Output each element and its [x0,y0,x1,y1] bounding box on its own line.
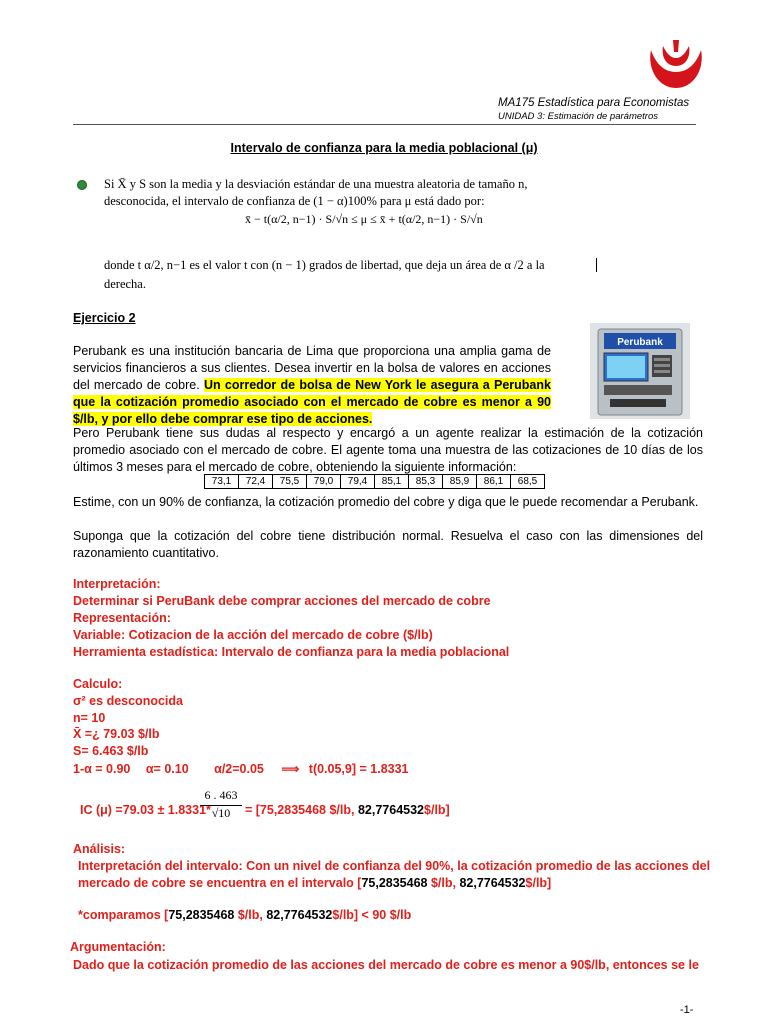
crop-bar [596,258,597,272]
analysis-2a: mercado de cobre se encuentra en el intervalo [ [78,876,362,890]
t-value: t(0.05,9] = 1.8331 [308,762,409,776]
ci-unit-2: $/lb] [424,803,450,817]
ci-result-row [80,803,211,817]
comp-b: 75,2835468 [168,908,235,922]
exercise-paragraph-3: Estime, con un 90% de confianza, la cotización promedio del cobre y diga que le puede recomendar a Perubank. [73,495,699,509]
alpha-row [73,761,409,776]
comp-c: $/lb, [237,908,263,922]
analysis-line-1: Interpretación del intervalo: Con un nivel de confianza del 90%, la cotización promedio de las acciones del [78,859,711,873]
page-title: Intervalo de confianza para la media poblacional (μ) [230,141,538,155]
comp-d: 82,7764532 [266,908,333,922]
upc-logo-icon [645,40,707,92]
sample-value: 85,9 [443,475,477,489]
sample-value: 68,5 [511,475,545,489]
ci-label: IC (μ) =79.03 ± 1.8331* [80,803,211,817]
analysis-2e: $/lb] [525,876,552,890]
sample-value: 75,5 [273,475,307,489]
theorem-line-2: desconocida, el intervalo de confianza de (1 − α)100% para μ está dado por: [104,194,485,208]
sample-value: 72,4 [239,475,273,489]
sample-value: 73,1 [205,475,239,489]
interpretation-heading: Interpretación: [73,577,161,591]
exercise-paragraph-1 [73,343,551,428]
ci-unit-1: $/lb, [329,803,355,817]
exercise-paragraph-4: Suponga que la cotización del cobre tiene distribución normal. Resuelva el caso con las dimensiones del razonamiento cuantitativo. [73,529,703,560]
p1-plain: Perubank es una institución bancaria de Lima que proporciona una amplia gama de servicios financieros a sus clientes. Desea invertir en la bolsa de valores en acciones del mercado de cobre. [73,344,551,392]
alpha-3: α/2=0.05 [214,762,264,776]
p1-highlight: Un corredor de bolsa de New York le asegura a Perubank que la cotización promedio asociado con el mercado de cobre es menor a 90 $/lb, y por ello debe comprar ese tipo de acciones. [73,378,551,426]
s-text: S= 6.463 $/lb [73,744,149,758]
sample-data-table [204,474,545,489]
implies-icon: ⟹ [281,762,300,776]
sample-value: 85,3 [409,475,443,489]
ci-lower: = [75,2835468 [245,803,326,817]
header-divider [73,124,696,125]
interpretation-text: Determinar si PeruBank debe comprar acciones del mercado de cobre [73,594,491,608]
argumentation-heading: Argumentación: [70,940,166,954]
analysis-2c: $/lb, [430,876,456,890]
page-number: -1- [680,1004,694,1016]
comp-a: *comparamos [ [78,908,169,922]
analysis-line-2 [78,876,551,890]
representation-heading: Representación: [73,611,171,625]
alpha-2: α= 0.10 [145,762,189,776]
comp-e: $/lb] < 90 $/lb [332,908,412,922]
xbar-text: X̄ =¿ 79.03 $/lb [73,727,160,741]
sample-value: 79,0 [307,475,341,489]
ci-interval [245,803,450,817]
fraction-numerator: 6 . 463 [204,788,238,802]
theorem-donde: donde t α/2, n−1 es el valor t con (n − 1) grados de libertad, que deja un área de α /2 a la [104,258,545,272]
argumentation-text: Dado que la cotización promedio de las acciones del mercado de cobre es menor a 90$/lb, entonces se le [73,958,699,972]
exercise-title: Ejercicio 2 [73,311,136,325]
sample-value: 79,4 [341,475,375,489]
alpha-1: 1-α = 0.90 [73,762,131,776]
atm-label: Perubank [617,337,663,348]
analysis-heading: Análisis: [73,842,126,856]
course-name: MA175 Estadística para Economistas [498,97,690,109]
sample-value: 85,1 [375,475,409,489]
ci-upper: 82,7764532 [357,803,425,817]
tool-text: Herramienta estadística: Intervalo de confianza para la media poblacional [73,645,510,659]
sample-value: 86,1 [477,475,511,489]
variable-text: Variable: Cotizacion de la acción del mercado de cobre ($/lb) [73,628,433,642]
n-text: n= 10 [73,711,106,725]
fraction-denominator: √10 [200,805,242,821]
analysis-2d: 82,7764532 [459,876,526,890]
calc-heading: Calculo: [73,677,123,691]
analysis-2b: 75,2835468 [361,876,428,890]
sigma-text: σ² es desconocida [73,694,183,708]
ci-fraction [200,788,242,821]
theorem-line-1: Si X̄ y S son la media y la desviación estándar de una muestra aleatoria de tamaño n, [104,177,528,191]
theorem-derecha: derecha. [104,277,146,291]
exercise-paragraph-2: Pero Perubank tiene sus dudas al respecto y encargó a un agente realizar la estimación de la cotización promedio asociado con el mercado de cobre. El agente toma una muestra de las cotizaciones de 10 días de los últimos 3 meses para el mercado de cobre, obteniendo la siguiente información: [73,426,703,474]
unit-name: UNIDAD 3: Estimación de parámetros [498,111,658,122]
atm-image [590,323,690,419]
bullet-icon [78,181,86,189]
comparison-line [78,908,411,922]
ci-formula: x̄ − t(α/2, n−1) · S/√n ≤ μ ≤ x̄ + t(α/2, n−1) · S/√n [245,212,483,226]
